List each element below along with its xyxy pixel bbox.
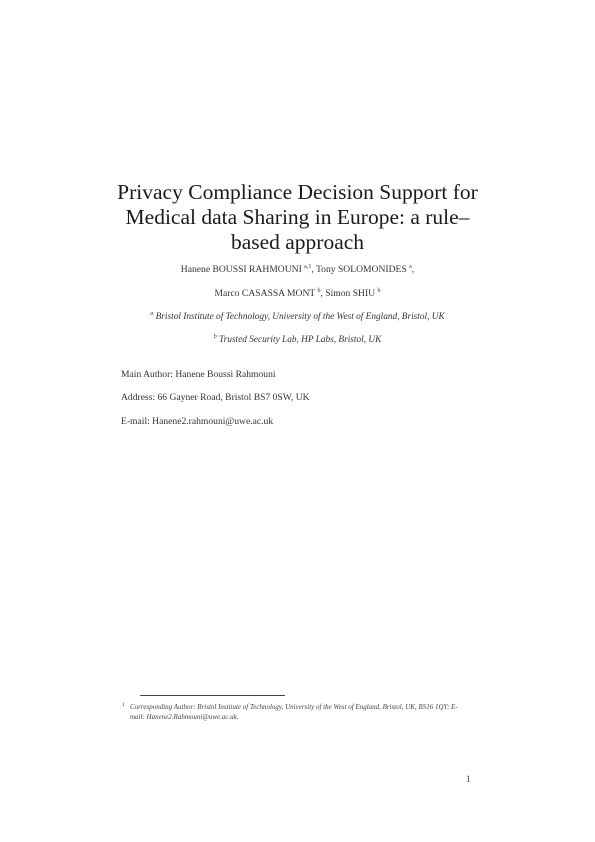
author-separator: , bbox=[411, 264, 415, 275]
title-line-3: based approach bbox=[230, 230, 365, 254]
page-number: 1 bbox=[466, 775, 471, 785]
author-name: Marco CASASSA MONT bbox=[214, 288, 316, 299]
author-separator: , bbox=[320, 288, 326, 299]
affiliation-text: Bristol Institute of Technology, University of the West of England, Bristol, UK bbox=[155, 312, 445, 322]
author-name: Hanene BOUSSI RAHMOUNI bbox=[180, 264, 302, 275]
author-affiliation-mark: a bbox=[409, 264, 412, 270]
email-line: E-mail: Hanene2.rahmouni@uwe.ac.uk bbox=[121, 416, 274, 427]
author-name: Tony SOLOMONIDES bbox=[315, 264, 407, 275]
affiliation-mark: a bbox=[150, 311, 154, 317]
footnote-divider bbox=[140, 695, 285, 696]
main-author-line: Main Author: Hanene Boussi Rahmouni bbox=[121, 369, 276, 380]
footnote bbox=[122, 702, 470, 722]
affiliation-b bbox=[60, 334, 535, 346]
affiliation-text: Trusted Security Lab, HP Labs, Bristol, UK bbox=[219, 335, 382, 345]
affiliation-a bbox=[60, 311, 535, 323]
footnote-mark: 1 bbox=[122, 702, 125, 708]
author-affiliation-mark: b bbox=[317, 288, 321, 294]
author-affiliation-mark: b bbox=[377, 288, 381, 294]
paper-title bbox=[60, 180, 535, 255]
affiliation-mark: b bbox=[213, 334, 217, 340]
title-line-1: Privacy Compliance Decision Support for bbox=[117, 180, 478, 204]
title-line-2: Medical data Sharing in Europe: a rule– bbox=[125, 205, 470, 229]
author-affiliation-mark: a,1 bbox=[304, 264, 312, 270]
author-line-2 bbox=[60, 288, 535, 300]
author-separator: , bbox=[311, 264, 316, 275]
author-line-1 bbox=[60, 264, 535, 276]
address-line: Address: 66 Gayner Road, Bristol BS7 0SW, UK bbox=[121, 392, 310, 403]
footnote-text: Corresponding Author: Bristol Institute of Technology, University of the West of England, Bristol, UK, BS16 1QY; E-mail: Hanene2.Rahmouni@uwe.ac.uk. bbox=[130, 703, 458, 721]
author-name: Simon SHIU bbox=[325, 288, 376, 299]
